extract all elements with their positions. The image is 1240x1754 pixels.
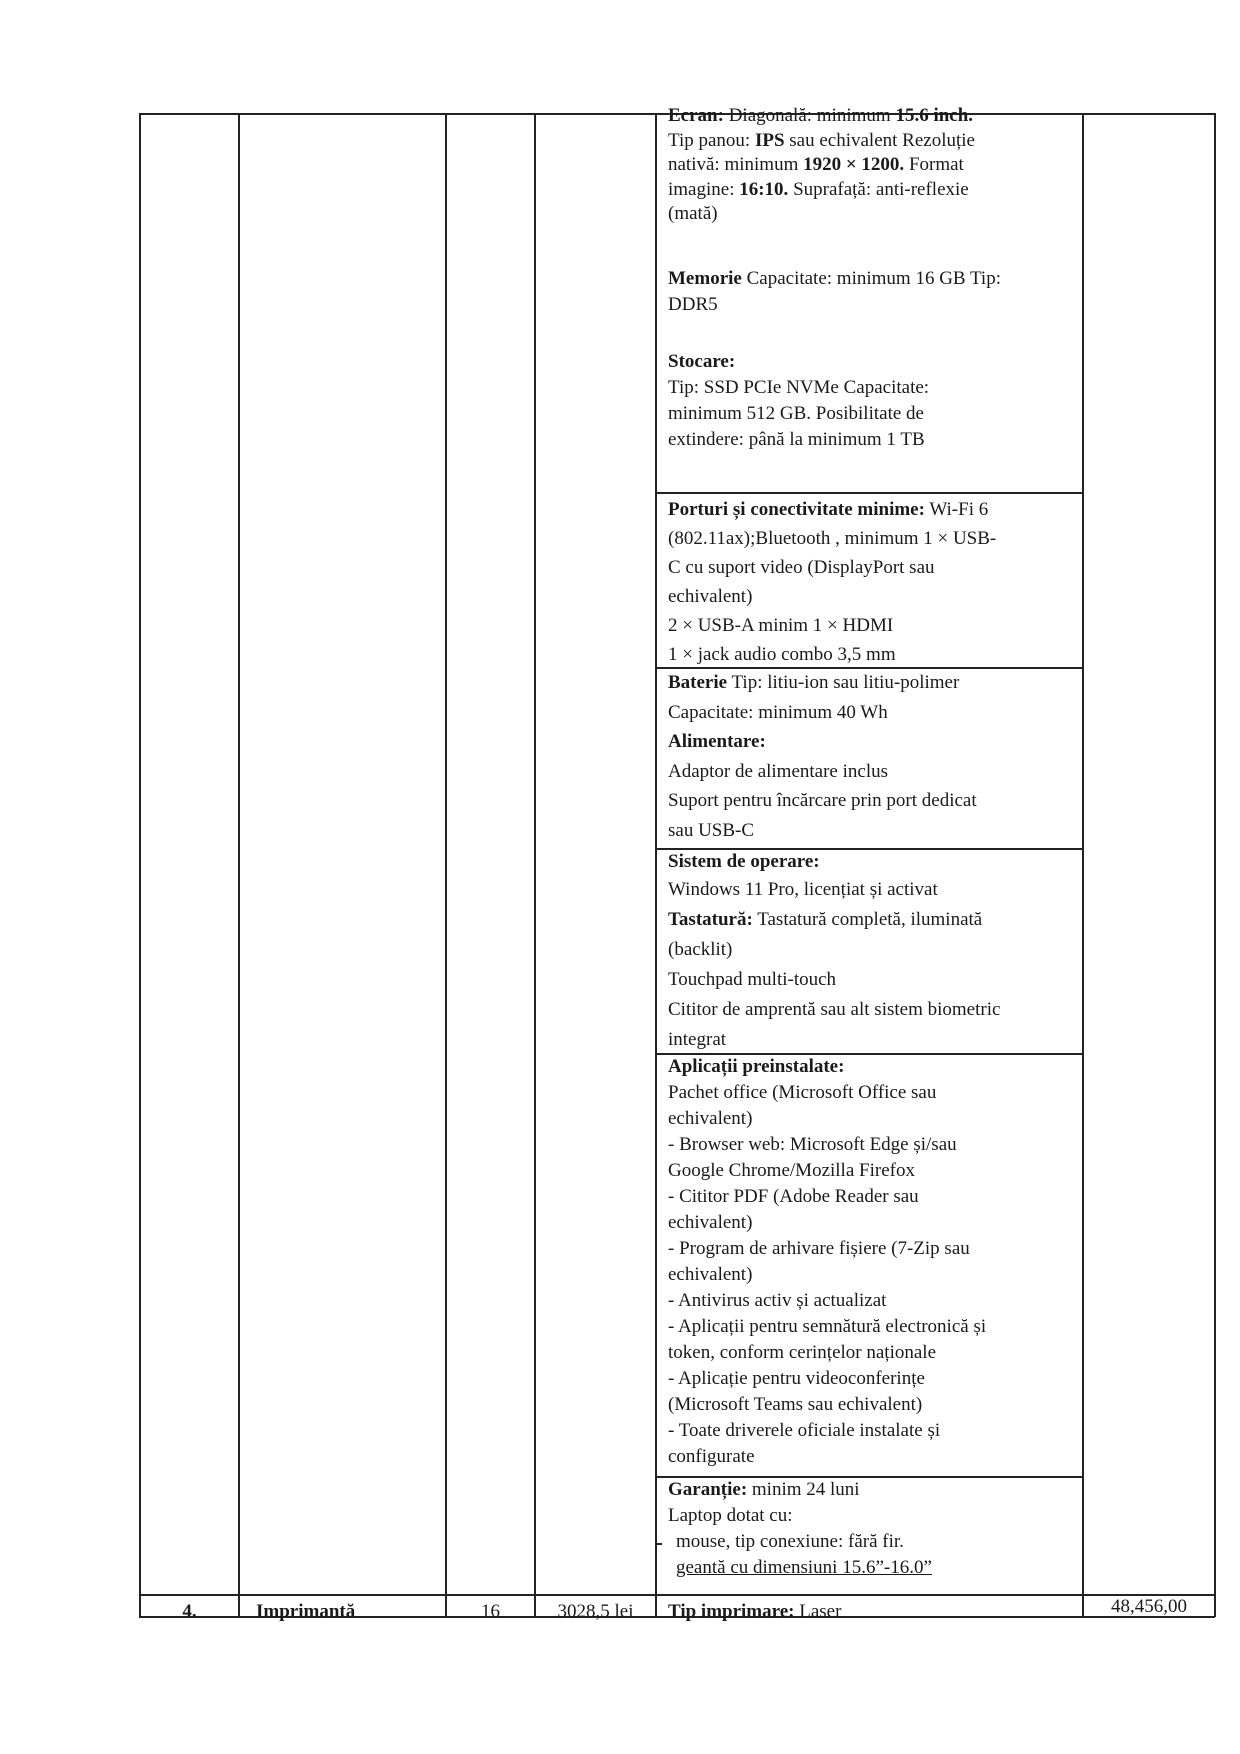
spec-baterie xyxy=(668,668,1088,845)
garantie-label: Garanție: xyxy=(668,1479,748,1500)
baterie-text: Capacitate: minimum 40 Wh xyxy=(668,701,888,723)
aplicatii-label: Aplicații preinstalate: xyxy=(668,1056,845,1077)
stocare-label: Stocare: xyxy=(668,351,736,372)
baterie-text: Suport pentru încărcare prin port dedicat xyxy=(668,790,977,811)
spec-stocare xyxy=(668,349,1088,453)
row4-top-border xyxy=(139,1594,1215,1596)
porturi-label: Porturi și conectivitate minime: xyxy=(668,499,925,520)
aplicatii-item: token, conform cerințelor naționale xyxy=(668,1342,937,1363)
row4-pret: 3028,5 lei xyxy=(557,1601,634,1622)
porturi-text: C cu suport video (DisplayPort sau xyxy=(668,557,935,578)
aplicatii-item: - Browser web: Microsoft Edge și/sau xyxy=(668,1134,957,1155)
sistem-label: Sistem de operare: xyxy=(668,851,820,872)
baterie-text: sau USB-C xyxy=(668,819,755,841)
aplicatii-item: echivalent) xyxy=(668,1212,753,1233)
ecran-label: Ecran: xyxy=(668,105,724,126)
ecran-text: nativă: minimum xyxy=(668,154,804,175)
sistem-text: (backlit) xyxy=(668,939,733,960)
ecran-text: Tip panou: xyxy=(668,129,755,151)
aplicatii-item: - Cititor PDF (Adobe Reader sau xyxy=(668,1186,919,1207)
aplicatii-item: Google Chrome/Mozilla Firefox xyxy=(668,1160,915,1181)
row4-spec-label: Tip imprimare: xyxy=(668,1601,795,1622)
porturi-text: 1 × jack audio combo 3,5 mm xyxy=(668,644,896,665)
porturi-text: echivalent) xyxy=(668,586,753,607)
baterie-label: Baterie xyxy=(668,672,728,693)
col-divider-4 xyxy=(655,113,657,1617)
sistem-text: Cititor de amprentă sau alt sistem biometric xyxy=(668,999,1001,1020)
ecran-value: 15.6 inch. xyxy=(895,105,974,126)
aplicatii-item: - Antivirus activ și actualizat xyxy=(668,1290,887,1311)
col-divider-2 xyxy=(445,113,447,1617)
spec-aplicatii xyxy=(668,1054,1088,1470)
ecran-text: sau echivalent Rezoluție xyxy=(784,129,975,151)
aplicatii-item: - Aplicație pentru videoconferințe xyxy=(668,1368,925,1389)
ecran-value: IPS xyxy=(754,129,785,151)
baterie-text: Tip: litiu-ion sau litiu-polimer xyxy=(727,672,960,693)
ecran-text: Diagonală: minimum xyxy=(723,105,896,126)
aplicatii-item: - Toate driverele oficiale instalate și xyxy=(668,1420,941,1441)
row4-spec-value: Laser xyxy=(794,1601,842,1622)
col-divider-3 xyxy=(534,113,536,1617)
aplicatii-item: (Microsoft Teams sau echivalent) xyxy=(668,1394,923,1415)
garantie-text: minim 24 luni xyxy=(747,1479,860,1500)
spec-porturi xyxy=(668,495,1088,669)
col-divider-1 xyxy=(238,113,240,1617)
ecran-value: 1920 × 1200. xyxy=(803,154,905,175)
sistem-text: integrat xyxy=(668,1029,727,1050)
stocare-text: extindere: până la minimum 1 TB xyxy=(668,429,925,450)
spec-sep-porturi xyxy=(655,492,1084,494)
stocare-text: minimum 512 GB. Posibilitate de xyxy=(668,403,924,424)
tastatura-label: Tastatură: xyxy=(668,909,753,930)
sistem-text: Touchpad multi-touch xyxy=(668,969,837,990)
baterie-text: Adaptor de alimentare inclus xyxy=(668,760,889,782)
row4-valoare: 48,456,00 xyxy=(1111,1596,1187,1617)
row4-cantitate: 16 xyxy=(481,1601,500,1622)
porturi-text: Wi-Fi 6 xyxy=(924,499,989,520)
sistem-text: Windows 11 Pro, licențiat și activat xyxy=(668,879,938,900)
table-right-border xyxy=(1214,113,1216,1617)
porturi-text: (802.11ax);Bluetooth , minimum 1 × USB- xyxy=(668,528,997,549)
sistem-text: Tastatură completă, iluminată xyxy=(752,909,983,930)
aplicatii-item: configurate xyxy=(668,1446,755,1467)
spec-sistem xyxy=(668,849,1088,1055)
aplicatii-item: echivalent) xyxy=(668,1264,753,1285)
garantie-text: geantă cu dimensiuni 15.6”-16.0” xyxy=(676,1557,932,1578)
alimentare-label: Alimentare: xyxy=(668,731,766,752)
spec-ecran xyxy=(668,104,1088,227)
row4-spec xyxy=(668,1597,1078,1627)
memorie-label: Memorie xyxy=(668,268,742,289)
ecran-text: (mată) xyxy=(668,203,718,224)
row4-nr: 4. xyxy=(182,1601,197,1622)
spec-memorie xyxy=(668,266,1088,318)
stocare-text: Tip: SSD PCIe NVMe Capacitate: xyxy=(668,377,930,398)
dash-mark xyxy=(656,1543,662,1545)
ecran-text: imagine: xyxy=(668,178,740,200)
porturi-text: 2 × USB-A minim 1 × HDMI xyxy=(668,615,894,636)
aplicatii-item: - Aplicații pentru semnătură electronică și xyxy=(668,1316,987,1337)
row4-produs: Imprimantă xyxy=(256,1601,356,1622)
aplicatii-item: - Program de arhivare fișiere (7-Zip sau xyxy=(668,1238,970,1259)
garantie-text: mouse, tip conexiune: fără fir. xyxy=(676,1531,904,1552)
aplicatii-item: Pachet office (Microsoft Office sau xyxy=(668,1082,937,1103)
memorie-text: Capacitate: minimum 16 GB Tip: xyxy=(741,268,1001,289)
memorie-text: DDR5 xyxy=(668,294,718,315)
ecran-value: 16:10. xyxy=(739,178,789,200)
ecran-text: Suprafață: anti-reflexie xyxy=(788,178,969,200)
aplicatii-item: echivalent) xyxy=(668,1108,753,1129)
garantie-text: Laptop dotat cu: xyxy=(668,1505,793,1526)
table-left-border xyxy=(139,113,141,1617)
ecran-text: Format xyxy=(904,154,964,175)
spec-garantie xyxy=(668,1477,1088,1581)
